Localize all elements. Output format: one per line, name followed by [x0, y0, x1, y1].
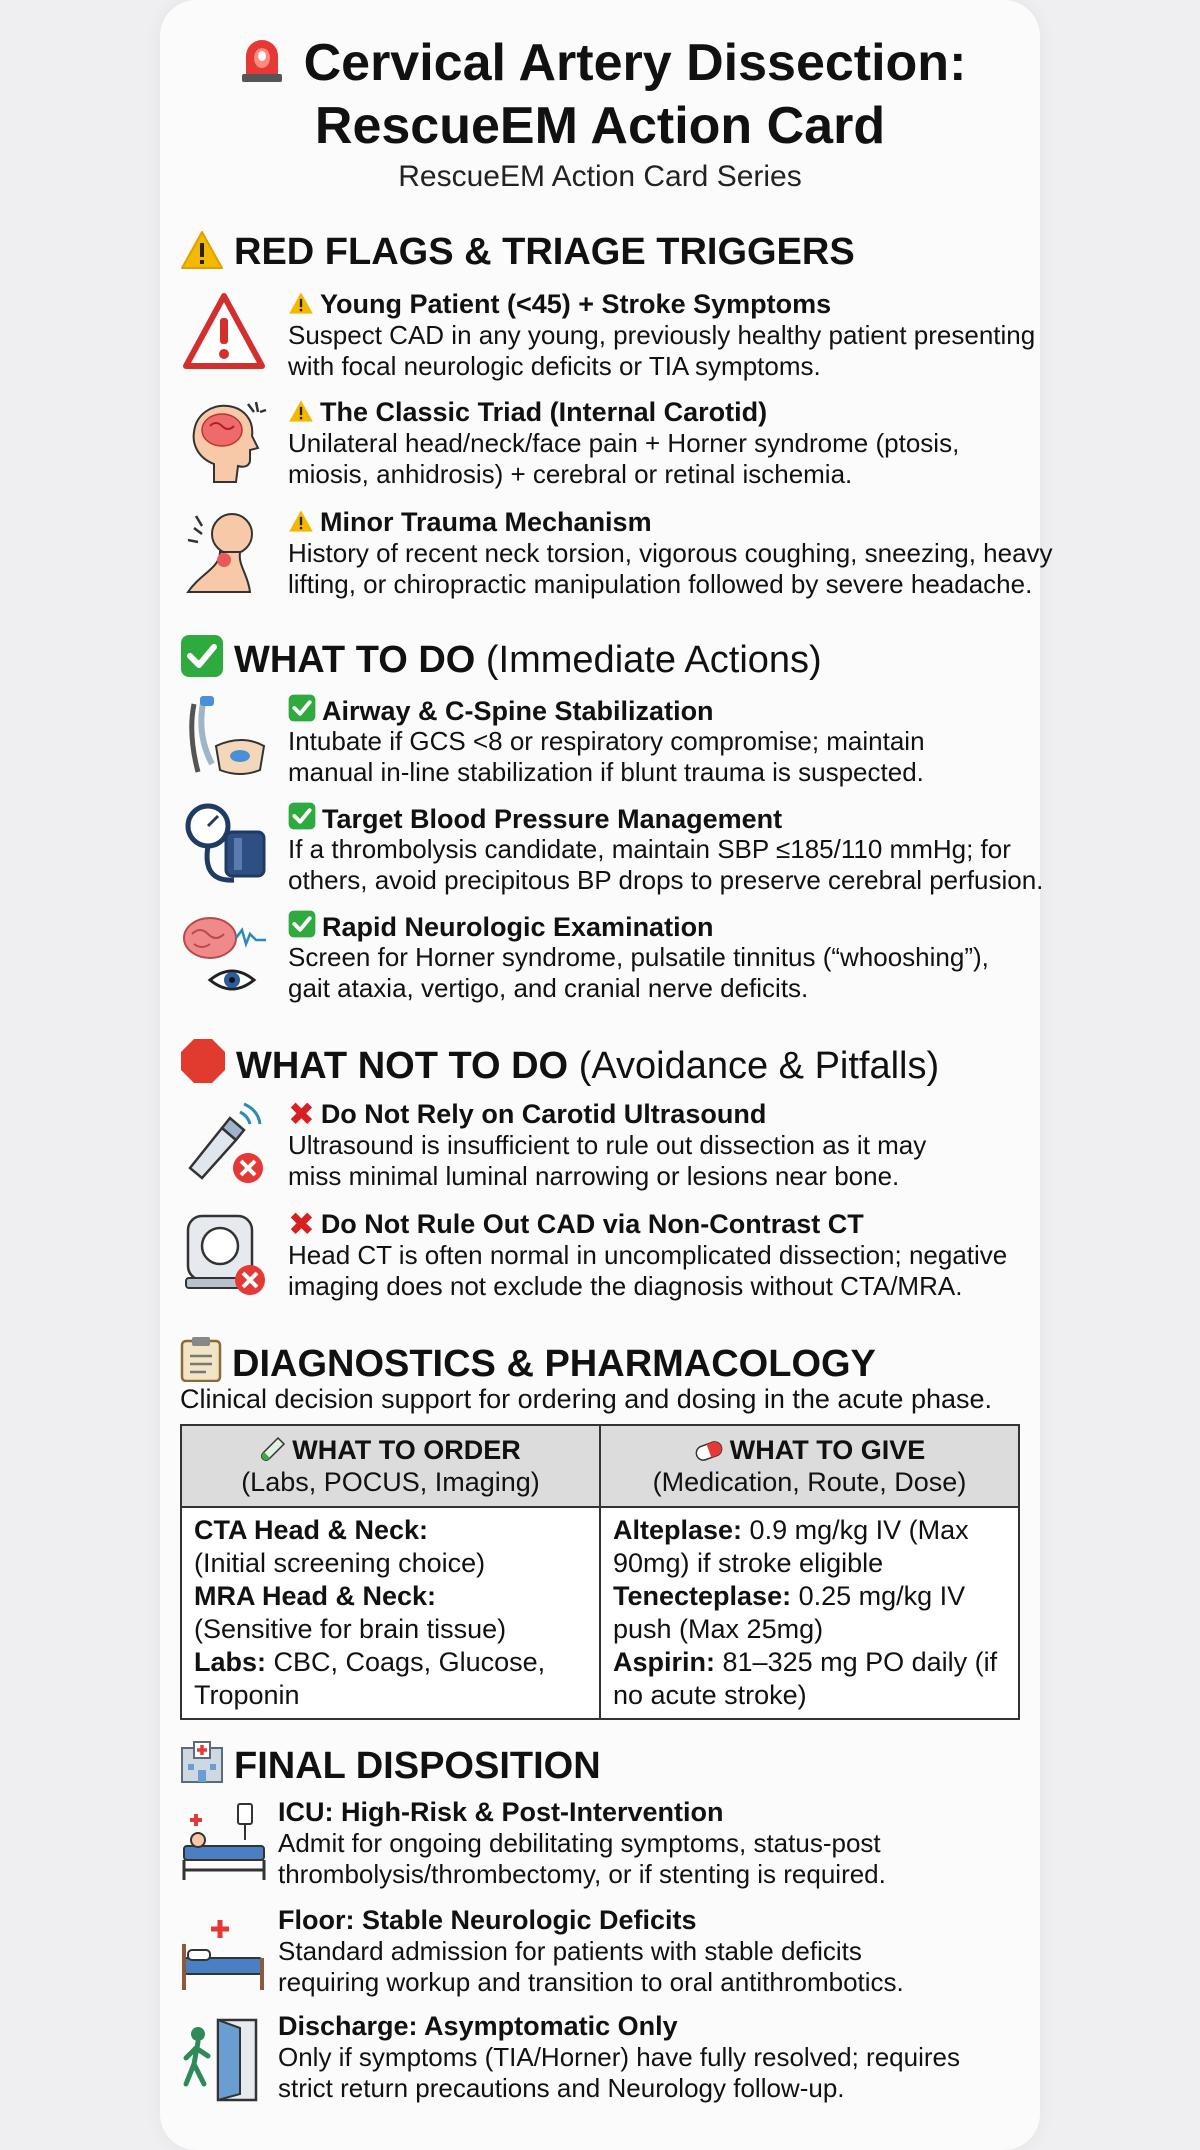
- page-title-line1: [160, 30, 1040, 95]
- diagnostics-heading: [180, 1336, 876, 1386]
- test-tube-icon: [260, 1436, 286, 1462]
- give-text: 0.25 mg/kg IV: [791, 1581, 966, 1611]
- warning-icon: [288, 509, 314, 533]
- disposition-heading: [180, 1740, 601, 1788]
- give-cell: [600, 1507, 1019, 1719]
- page-subtitle: RescueEM Action Card Series: [398, 160, 802, 193]
- give-text-line2: push (Max 25mg): [613, 1614, 824, 1644]
- airway-collar-icon: [182, 694, 268, 780]
- red-flag-item-desc-2: lifting, or chiropractic manipulation followed by severe headache.: [288, 569, 1033, 599]
- cross-icon: ✖: [288, 1096, 315, 1132]
- give-header-sub: (Medication, Route, Dose): [652, 1467, 967, 1497]
- discharge-exit-icon: [178, 2014, 268, 2104]
- order-cell: [181, 1507, 600, 1719]
- item-title-text: Target Blood Pressure Management: [322, 804, 783, 834]
- not-item-title: [288, 1098, 766, 1130]
- check-box-icon: [288, 694, 316, 722]
- give-row: [613, 1514, 1006, 1547]
- disposition-item-desc-1: Standard admission for patients with stable deficits: [278, 1936, 862, 1966]
- order-column-header: [181, 1425, 600, 1507]
- pill-icon: [694, 1440, 724, 1462]
- order-header-title: WHAT TO ORDER: [292, 1435, 521, 1465]
- action-card: [160, 0, 1053, 2150]
- check-box-icon: [288, 802, 316, 830]
- give-header-title: WHAT TO GIVE: [729, 1435, 926, 1465]
- hospital-icon: [180, 1740, 224, 1784]
- item-title-text: Do Not Rule Out CAD via Non-Contrast CT: [320, 1209, 864, 1239]
- give-text-line2: 90mg) if stroke eligible: [613, 1548, 884, 1578]
- what-to-do-heading-sub: (Immediate Actions): [485, 639, 822, 681]
- give-label: Alteplase:: [613, 1515, 743, 1545]
- red-flag-item-desc-1: Suspect CAD in any young, previously healthy patient presenting: [288, 320, 1036, 350]
- page-title-line2: RescueEM Action Card: [314, 97, 886, 155]
- give-label: Tenecteplase:: [613, 1581, 792, 1611]
- order-text-line2: (Initial screening choice): [194, 1548, 486, 1578]
- siren-icon: [234, 30, 290, 86]
- check-box-icon: [288, 910, 316, 938]
- what-not-to-do-heading: [180, 1038, 939, 1088]
- blood-pressure-cuff-icon: [182, 802, 268, 888]
- disposition-item-title: ICU: High-Risk & Post-Intervention: [278, 1797, 724, 1827]
- do-item-desc-2: manual in-line stabilization if blunt trauma is suspected.: [288, 757, 924, 787]
- order-row: [194, 1646, 587, 1679]
- disposition-item-desc-2: thrombolysis/thrombectomy, or if stenting is required.: [278, 1859, 886, 1889]
- item-title-text: Do Not Rely on Carotid Ultrasound: [320, 1099, 767, 1129]
- do-item-title: [288, 910, 714, 943]
- not-item-desc-1: Head CT is often normal in uncomplicated dissection; negative: [288, 1240, 1008, 1270]
- warning-icon: [180, 230, 224, 270]
- head-pain-icon: [184, 398, 268, 484]
- order-label: Labs:: [194, 1647, 267, 1677]
- diagnostics-heading-text: DIAGNOSTICS & PHARMACOLOGY: [232, 1343, 876, 1385]
- warning-icon: [288, 399, 314, 423]
- give-text: 81–325 mg PO daily (if: [715, 1647, 998, 1677]
- brain-eye-icon: [180, 912, 270, 1000]
- not-item-title: [288, 1208, 864, 1240]
- red-flag-item-title: [288, 396, 767, 428]
- give-row: [613, 1646, 1006, 1679]
- red-flag-item-title: [288, 506, 652, 538]
- red-flag-item-desc-2: with focal neurologic deficits or TIA symptoms.: [288, 351, 821, 381]
- icu-bed-icon: [178, 1800, 270, 1886]
- order-label: CTA Head & Neck:: [194, 1515, 429, 1545]
- disposition-item-desc-1: Admit for ongoing debilitating symptoms, status-post: [278, 1828, 881, 1858]
- disposition-item-title: Floor: Stable Neurologic Deficits: [278, 1905, 697, 1935]
- do-item-desc-1: Screen for Horner syndrome, pulsatile tinnitus (“whooshing”),: [288, 942, 989, 972]
- diagnostics-table: [180, 1424, 1020, 1720]
- what-to-do-heading-text: WHAT TO DO: [234, 639, 476, 681]
- cross-icon: ✖: [288, 1206, 315, 1242]
- item-title-text: Minor Trauma Mechanism: [320, 507, 652, 537]
- not-item-desc-1: Ultrasound is insufficient to rule out dissection as it may: [288, 1130, 927, 1160]
- what-to-do-heading: [180, 634, 822, 682]
- do-item-desc-2: others, avoid precipitous BP drops to preserve cerebral perfusion.: [288, 865, 1044, 895]
- give-text: 0.9 mg/kg IV (Max: [742, 1515, 969, 1545]
- what-not-to-do-heading-text: WHAT NOT TO DO: [236, 1045, 569, 1087]
- item-title-text: Airway & C-Spine Stabilization: [322, 696, 714, 726]
- order-row: [194, 1580, 587, 1613]
- order-label: MRA Head & Neck:: [194, 1581, 437, 1611]
- do-item-title: [288, 694, 714, 727]
- disposition-heading-text: FINAL DISPOSITION: [234, 1745, 601, 1787]
- give-label: Aspirin:: [613, 1647, 716, 1677]
- neck-trauma-icon: [180, 508, 268, 594]
- do-item-title: [288, 802, 782, 835]
- what-not-to-do-heading-sub: (Avoidance & Pitfalls): [578, 1045, 940, 1087]
- order-row: [194, 1514, 587, 1547]
- do-item-desc-2: gait ataxia, vertigo, and cranial nerve deficits.: [288, 973, 809, 1003]
- order-header-sub: (Labs, POCUS, Imaging): [241, 1467, 540, 1497]
- disposition-item-desc-2: requiring workup and transition to oral antithrombotics.: [278, 1967, 904, 1997]
- warning-triangle-icon: [182, 292, 266, 372]
- give-text-line2: no acute stroke): [613, 1680, 807, 1710]
- warning-icon: [288, 291, 314, 315]
- red-flag-item-title: [288, 288, 831, 320]
- order-text-line2: (Sensitive for brain tissue): [194, 1614, 507, 1644]
- red-flags-heading-text: RED FLAGS & TRIAGE TRIGGERS: [234, 231, 855, 273]
- red-flag-item-desc-1: Unilateral head/neck/face pain + Horner syndrome (ptosis,: [288, 428, 960, 458]
- do-item-desc-1: Intubate if GCS <8 or respiratory compromise; maintain: [288, 726, 925, 756]
- give-row: [613, 1580, 1006, 1613]
- not-item-desc-2: imaging does not exclude the diagnosis without CTA/MRA.: [288, 1271, 963, 1301]
- disposition-item-title: Discharge: Asymptomatic Only: [278, 2011, 678, 2041]
- ct-scanner-icon: [182, 1208, 272, 1298]
- diagnostics-subtitle: Clinical decision support for ordering and dosing in the acute phase.: [180, 1384, 993, 1414]
- floor-bed-icon: [178, 1908, 268, 1994]
- disposition-item-desc-2: strict return precautions and Neurology follow-up.: [278, 2073, 845, 2103]
- ultrasound-probe-icon: [182, 1098, 272, 1186]
- red-flag-item-desc-1: History of recent neck torsion, vigorous coughing, sneezing, heavy: [288, 538, 1053, 568]
- disposition-item-desc-1: Only if symptoms (TIA/Horner) have fully resolved; requires: [278, 2042, 960, 2072]
- check-box-icon: [180, 634, 224, 678]
- give-column-header: [600, 1425, 1019, 1507]
- do-item-desc-1: If a thrombolysis candidate, maintain SBP ≤185/110 mmHg; for: [288, 834, 1011, 864]
- item-title-text: Rapid Neurologic Examination: [322, 912, 714, 942]
- order-text-line2: Troponin: [194, 1680, 300, 1710]
- title-text-1: Cervical Artery Dissection:: [303, 34, 967, 92]
- red-flags-heading: [180, 230, 855, 274]
- not-item-desc-2: miss minimal luminal narrowing or lesions near bone.: [288, 1161, 900, 1191]
- clipboard-icon: [180, 1336, 222, 1382]
- red-flag-item-desc-2: miosis, anhidrosis) + cerebral or retinal ischemia.: [288, 459, 853, 489]
- item-title-text: Young Patient (<45) + Stroke Symptoms: [320, 289, 832, 319]
- order-text: CBC, Coags, Glucose,: [266, 1647, 546, 1677]
- item-title-text: The Classic Triad (Internal Carotid): [320, 397, 768, 427]
- stop-sign-icon: [180, 1038, 226, 1084]
